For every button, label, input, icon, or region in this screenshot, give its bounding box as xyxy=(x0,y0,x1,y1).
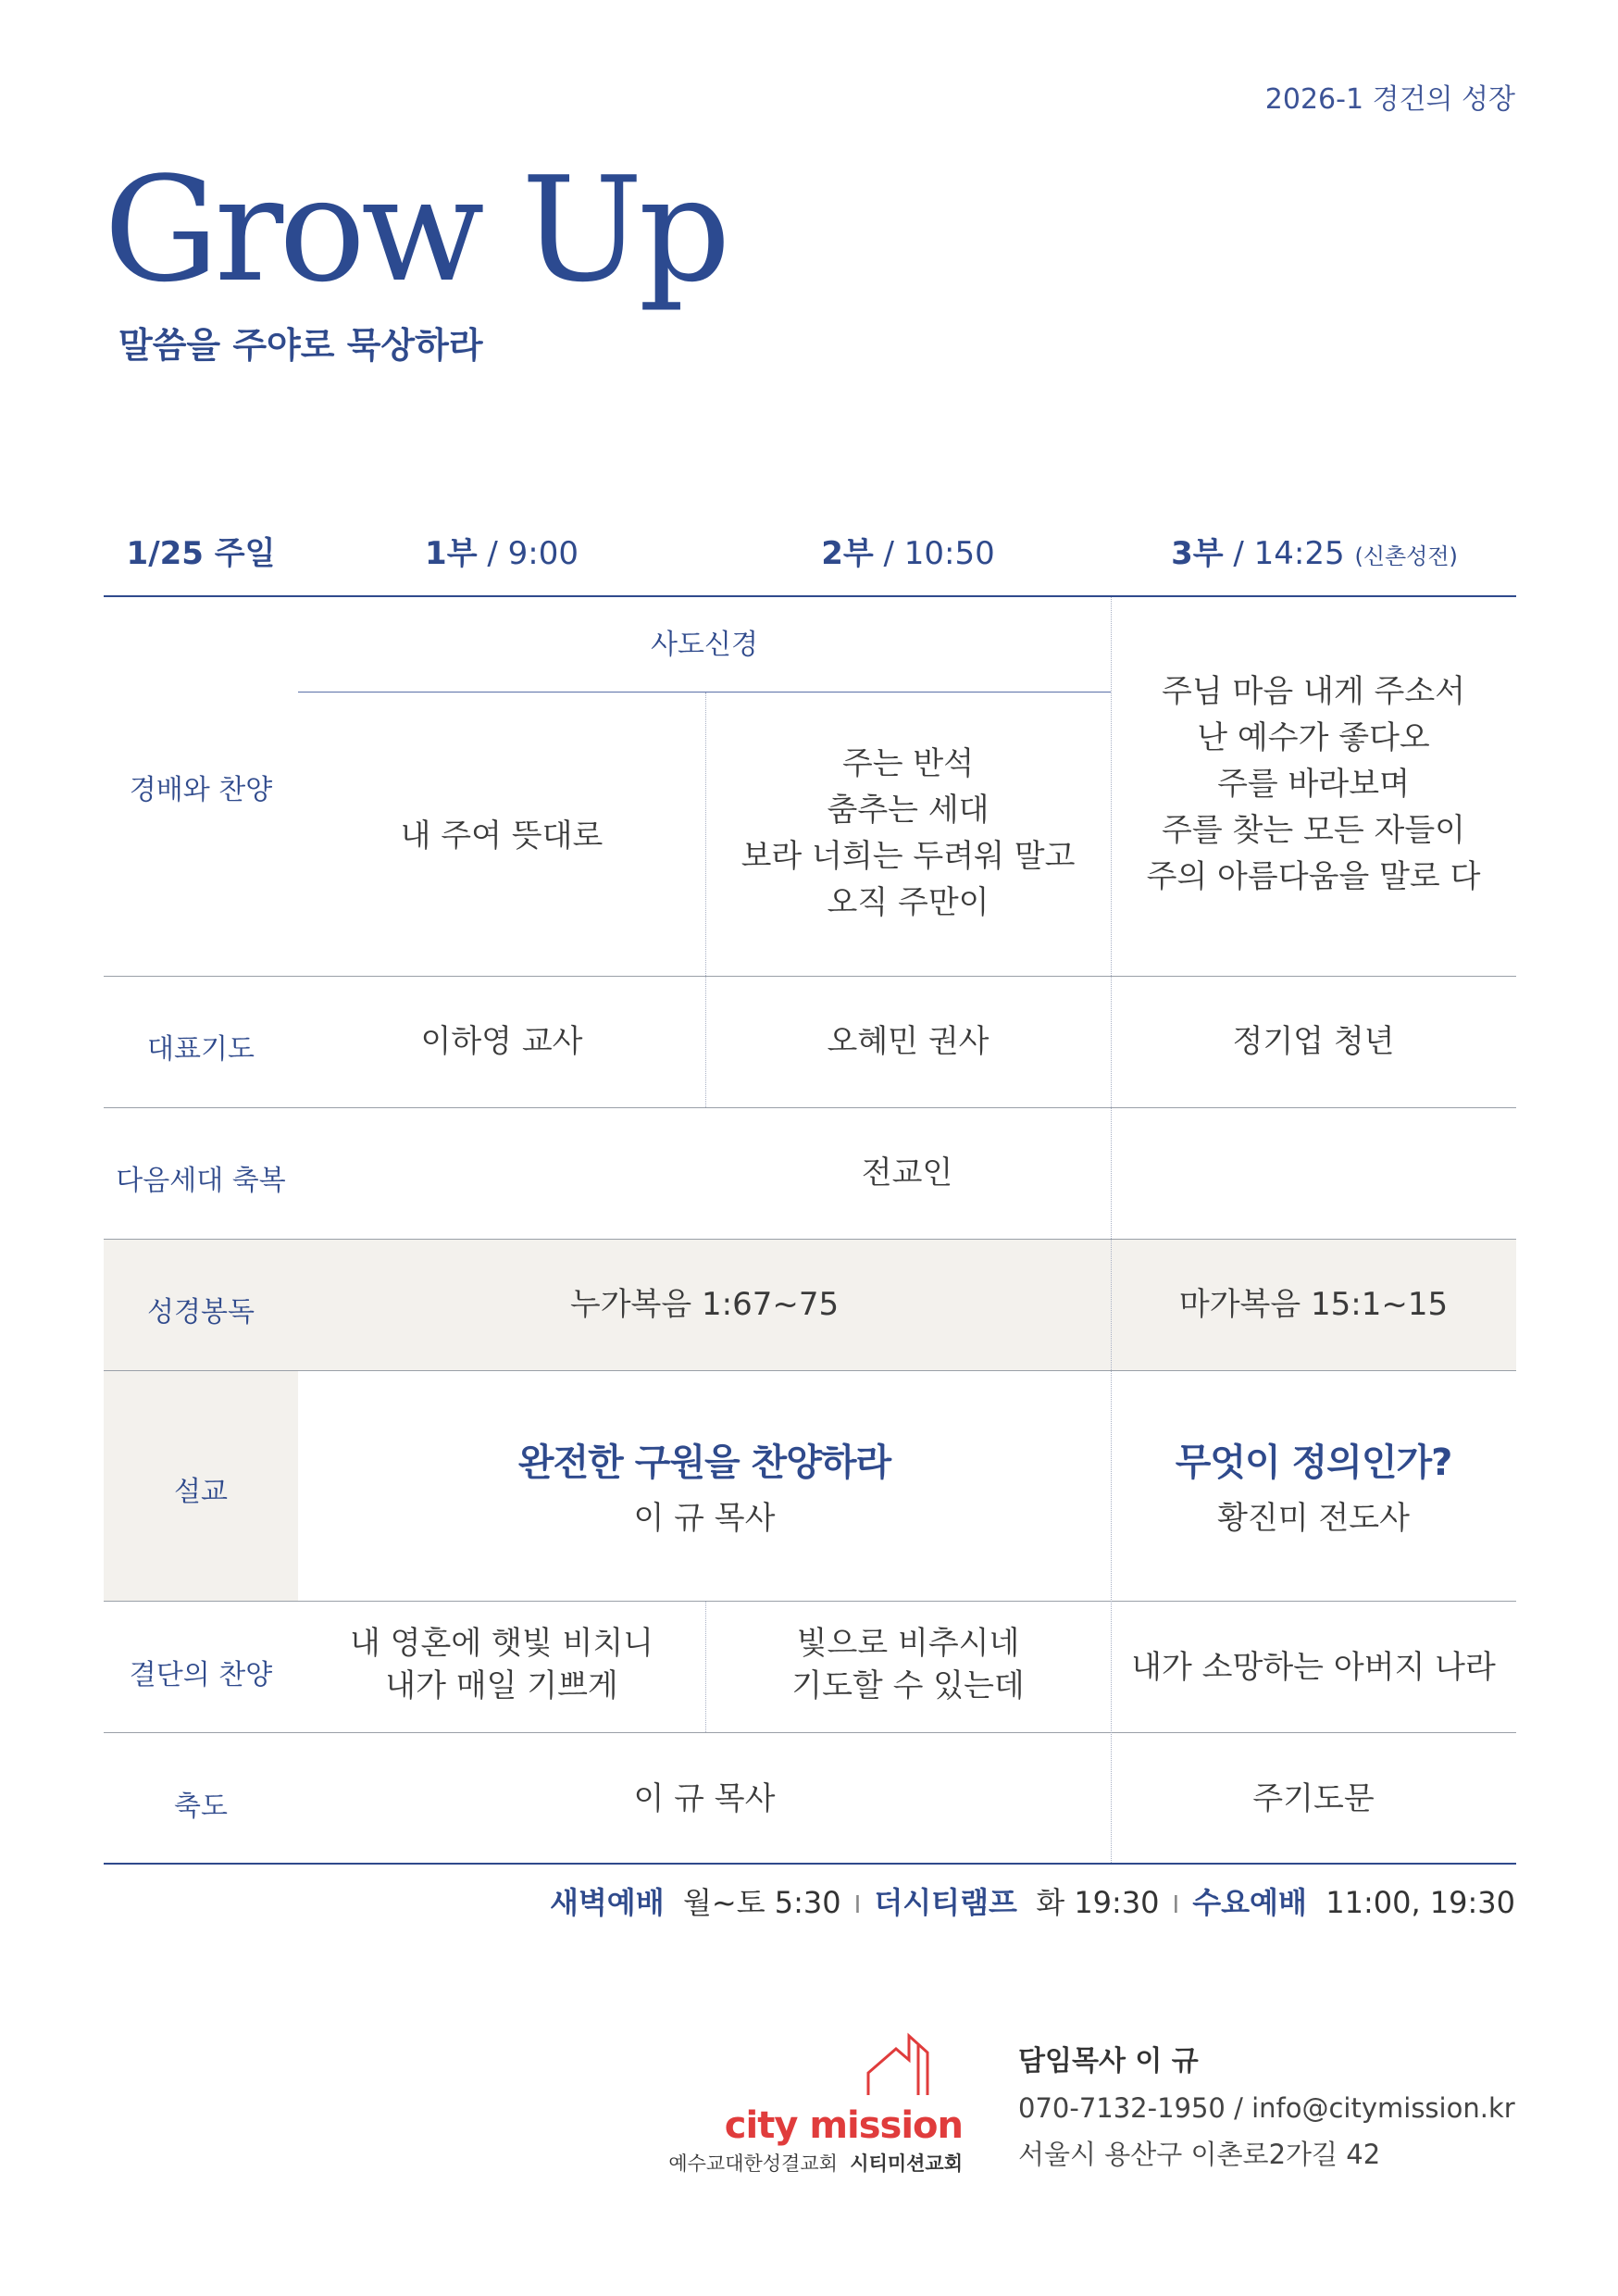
row-label-blessing: 다음세대 축복 xyxy=(116,1165,286,1197)
sermon-preacher: 황진미 전도사 xyxy=(1217,1500,1410,1537)
row-label-prayer: 대표기도 xyxy=(147,1033,255,1066)
prayer-s1: 이하영 교사 xyxy=(420,1023,583,1060)
blessing-all: 전교인 xyxy=(861,1154,953,1192)
reading-s12: 누가복음 1:67~75 xyxy=(569,1286,840,1323)
sermon-preacher: 이 규 목사 xyxy=(633,1500,776,1537)
sermon-title: 완전한 구원을 찬양하라 xyxy=(517,1441,891,1484)
address: 서울시 용산구 이촌로2가길 42 xyxy=(1018,2139,1381,2170)
logo-wordmark: city mission xyxy=(724,2104,963,2147)
creed-cell: 사도신경 xyxy=(651,629,758,661)
table-bottom-rule xyxy=(104,1863,1516,1865)
page-title: Grow Up xyxy=(104,145,727,314)
praise-s3: 주님 마음 내게 주소서 난 예수가 좋다오 주를 바라보며 주를 찾는 모든 자들이 주의 아름다움을 말로 다 xyxy=(1146,673,1481,895)
page-subtitle: 말씀을 주야로 묵상하라 xyxy=(118,325,483,366)
reading-s3: 마가복음 15:1~15 xyxy=(1178,1286,1449,1323)
row-label-benediction: 축도 xyxy=(174,1791,228,1823)
row-label-reading: 성경봉독 xyxy=(147,1296,255,1329)
weekly-schedule: 새벽예배 월~토 5:30 I 더시티램프 화 19:30 I 수요예배 11:00, 19:30 xyxy=(549,1885,1515,1920)
row-divider xyxy=(104,1732,1516,1733)
series-label: 2026-1 경건의 성장 xyxy=(1264,83,1515,116)
row-label-decision: 결단의 찬양 xyxy=(129,1659,273,1691)
row-divider xyxy=(104,1239,1516,1240)
sermon-s12 xyxy=(298,1435,1111,1546)
praise-s1: 내 주여 뜻대로 xyxy=(400,817,604,855)
decision-s3: 내가 소망하는 아버지 나라 xyxy=(1131,1649,1496,1686)
phone-email: 070-7132-1950 / info@citymission.kr xyxy=(1018,2092,1515,2124)
benediction-s12: 이 규 목사 xyxy=(633,1780,776,1817)
decision-s2: 빛으로 비추시네 기도할 수 있는데 xyxy=(791,1625,1025,1704)
header-service-1: 1부 / 9:00 xyxy=(425,535,579,572)
benediction-s3: 주기도문 xyxy=(1252,1780,1375,1817)
church-contact xyxy=(1018,2039,1515,2177)
prayer-s2: 오혜민 권사 xyxy=(827,1023,989,1060)
row-label-sermon: 설교 xyxy=(174,1476,228,1508)
praise-s2: 주는 반석 춤추는 세대 보라 너희는 두려워 말고 오직 주만이 xyxy=(741,745,1076,921)
creed-divider xyxy=(298,692,1111,693)
header-date: 1/25 주일 xyxy=(126,535,276,572)
row-divider xyxy=(104,1601,1516,1602)
row-divider xyxy=(104,1370,1516,1371)
building-icon xyxy=(861,2032,963,2106)
decision-s1: 내 영혼에 햇빛 비치니 내가 매일 기쁘게 xyxy=(349,1625,654,1704)
row-label-praise: 경배와 찬양 xyxy=(129,774,273,806)
senior-pastor: 담임목사 이 규 xyxy=(1018,2045,1199,2078)
header-service-3: 3부 / 14:25 (신촌성전) xyxy=(1171,535,1458,572)
church-fullname: 예수교대한성결교회 시티미션교회 xyxy=(668,2152,963,2175)
prayer-s3: 정기업 청년 xyxy=(1232,1023,1395,1060)
sermon-title: 무엇이 정의인가? xyxy=(1175,1441,1452,1484)
sermon-s3 xyxy=(1111,1435,1516,1546)
church-logo xyxy=(648,2032,963,2175)
table-top-rule xyxy=(104,595,1516,597)
row-divider xyxy=(104,1107,1516,1108)
header-service-2: 2부 / 10:50 xyxy=(821,535,995,572)
row-divider xyxy=(104,976,1516,977)
